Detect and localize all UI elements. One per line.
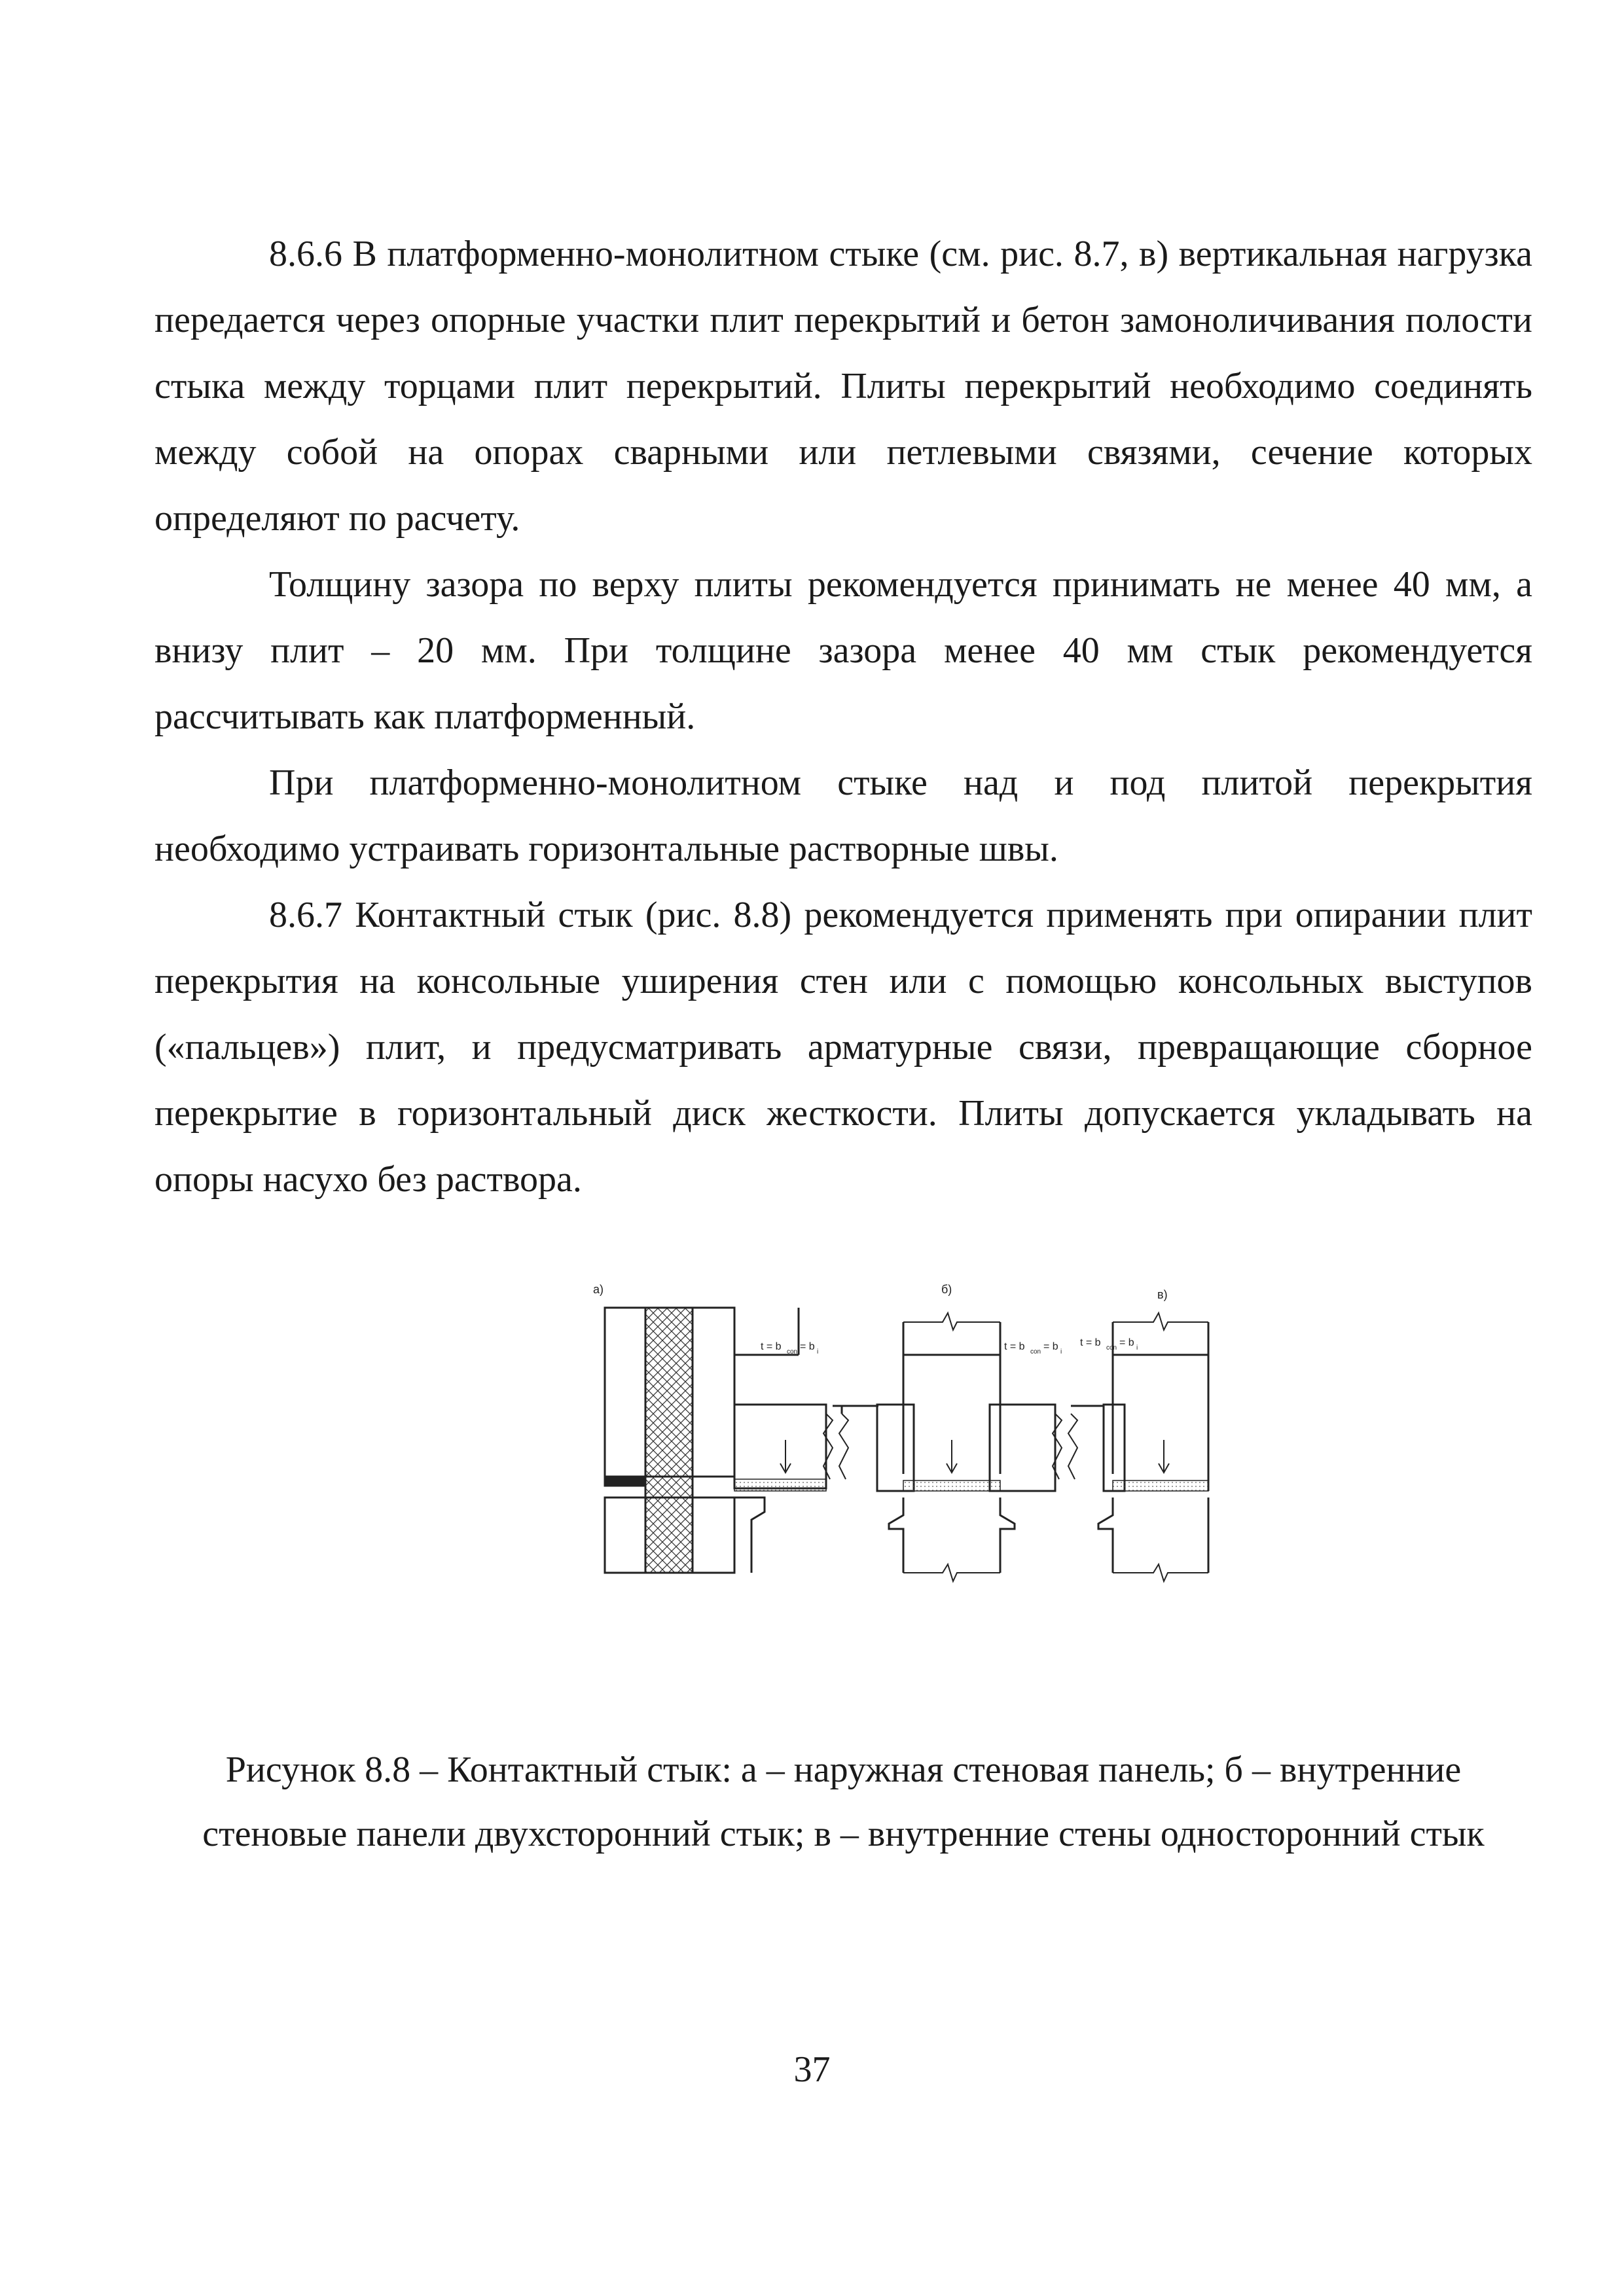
panel-c-dimension (1080, 1337, 1138, 1352)
figure-8-8 (589, 1276, 1270, 1584)
figure-caption (154, 1738, 1532, 1866)
svg-text:con: con (787, 1348, 798, 1355)
panel-a-dimension (761, 1341, 818, 1355)
panel-b-label: б) (941, 1283, 952, 1296)
svg-text:= b: = b (1119, 1337, 1134, 1348)
svg-text:i: i (1060, 1348, 1062, 1355)
svg-text:i: i (817, 1348, 819, 1355)
paragraph-8-6-7: 8.6.7 Контактный стык (рис. 8.8) рекомендуется применять при опирании плит перекрытия на консольные уширения стен или с помощью консольных выступов («пальцев») плит, и предусматривать арматурные связи, превращающие сборное перекрытие в горизонтальный диск жесткости. Плиты допускается укладывать на опоры насухо без раствора. (154, 895, 1532, 1200)
paragraph-mortar-joints: При платформенно-монолитном стыке над и под плитой перекрытия необходимо устраивать горизонтальные растворные швы. (154, 762, 1532, 869)
paragraph-gap-thickness: Толщину зазора по верху плиты рекомендуется принимать не менее 40 мм, а внизу плит – 20 мм. При толщине зазора менее 40 мм стык рекомендуется рассчитывать как платформенный. (154, 564, 1532, 737)
paragraph-8-6-6: 8.6.6 В платформенно-монолитном стыке (см. рис. 8.7, в) вертикальная нагрузка передается через опорные участки плит перекрытий и бетон замоноличивания полости стыка между торцами плит перекрытий. Плиты перекрытий необходимо соединять между собой на опорах сварными или петлевыми связями, сечение которых определяют по расчету. (154, 234, 1532, 539)
panel-a-label: а) (593, 1283, 604, 1296)
svg-text:con: con (1030, 1348, 1041, 1355)
panel-b-drawing (877, 1313, 1104, 1581)
svg-text:t = b: t = b (761, 1341, 782, 1352)
svg-text:= b: = b (1043, 1341, 1058, 1352)
panel-c-drawing (1098, 1313, 1208, 1581)
panel-c-label: в) (1157, 1288, 1168, 1301)
panel-b-dimension (1004, 1341, 1062, 1355)
page-number: 37 (793, 2049, 831, 2090)
figure-drawing (589, 1276, 1270, 1584)
panel-a-drawing (605, 1308, 878, 1573)
caption-line-2: стеновые панели двухсторонний стык; в – внутренние стены односторонний стык (202, 1814, 1485, 1854)
svg-text:t = b: t = b (1004, 1341, 1025, 1352)
svg-text:con: con (1106, 1344, 1117, 1352)
body-text (154, 221, 1532, 1213)
svg-text:i: i (1136, 1344, 1138, 1352)
caption-line-1: Рисунок 8.8 – Контактный стык: а – наружная стеновая панель; б – внутренние (225, 1749, 1462, 1790)
svg-text:t = b: t = b (1080, 1337, 1101, 1348)
svg-text:= b: = b (800, 1341, 815, 1352)
